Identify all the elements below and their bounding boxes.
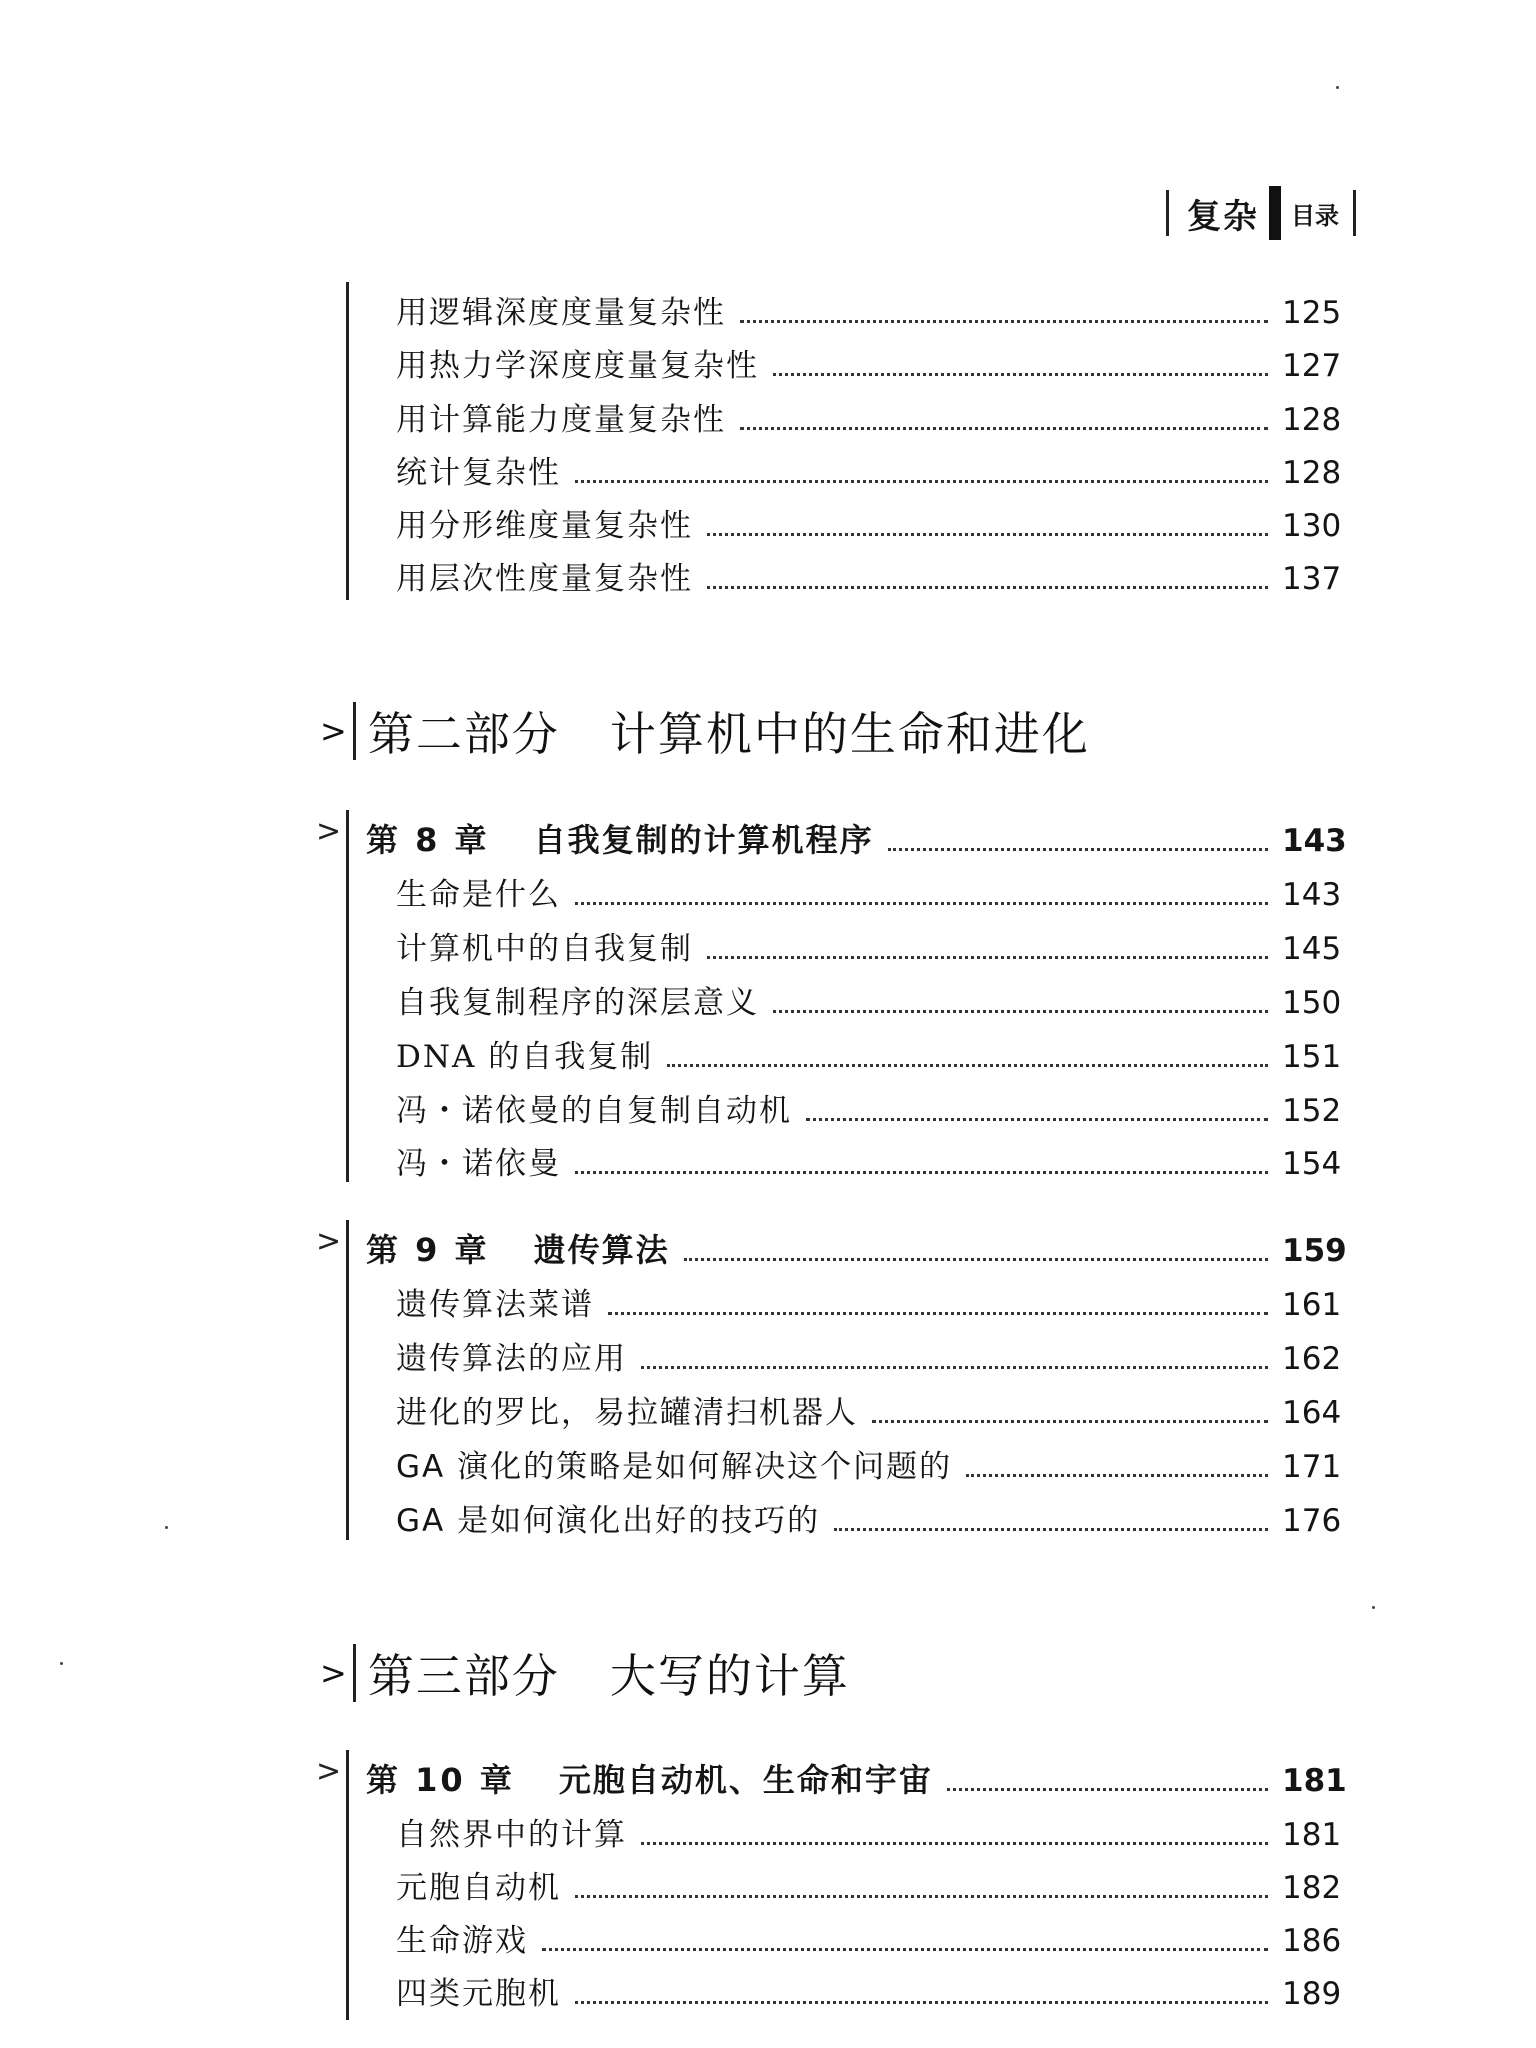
toc-entry[interactable] — [396, 1809, 1342, 1855]
toc-entry-page: 164 — [1282, 1395, 1342, 1431]
dot-leader — [641, 1366, 1268, 1369]
toc-entry-title: 遗传算法菜谱 — [396, 1287, 594, 1323]
book-title: 复杂 — [1187, 196, 1259, 237]
toc-entry-page: 162 — [1282, 1341, 1342, 1377]
toc-entry[interactable] — [396, 1495, 1342, 1541]
chevron-right-icon: > — [320, 712, 347, 750]
dot-leader — [806, 1118, 1268, 1121]
toc-entry-page: 171 — [1282, 1449, 1342, 1485]
chevron-right-icon: > — [316, 1224, 342, 1259]
header-divider-thick — [1269, 186, 1281, 240]
toc-entry-title: GA 是如何演化出好的技巧的 — [396, 1503, 821, 1539]
chapter-number: 第 10 章 — [366, 1761, 515, 1799]
dot-leader — [575, 902, 1268, 905]
toc-entry-title: 生命是什么 — [396, 877, 561, 913]
toc-entry[interactable] — [396, 1085, 1342, 1131]
toc-chapter-9 — [316, 1220, 1347, 1540]
toc-entry-page: 181 — [1282, 1817, 1342, 1853]
chapter-page: 159 — [1282, 1233, 1347, 1269]
dot-leader — [740, 320, 1268, 323]
part-title: 大写的计算 — [609, 1649, 850, 1703]
toc-entry-title: 冯・诺依曼 — [396, 1146, 561, 1182]
toc-entry-page: 152 — [1282, 1093, 1342, 1129]
chapter-number: 第 9 章 — [366, 1231, 490, 1269]
toc-entry[interactable] — [396, 1862, 1342, 1908]
dot-leader — [773, 1010, 1268, 1013]
part-number: 第三部分 — [367, 1649, 560, 1703]
toc-entry-page: 176 — [1282, 1503, 1342, 1539]
toc-entry[interactable] — [396, 1031, 1342, 1077]
toc-entry[interactable] — [396, 447, 1342, 493]
dot-leader — [575, 1171, 1268, 1174]
toc-entry-page: 125 — [1282, 295, 1342, 331]
section-rule — [346, 1220, 349, 1540]
section-label: 目录 — [1291, 201, 1339, 230]
toc-entry-title: 用逻辑深度度量复杂性 — [396, 295, 726, 331]
toc-entry-title: 用热力学深度度量复杂性 — [396, 348, 759, 384]
toc-entry-page: 150 — [1282, 985, 1342, 1021]
dot-leader — [608, 1312, 1268, 1315]
dot-leader — [707, 586, 1268, 589]
scan-speck — [1336, 86, 1339, 89]
chapter-title: 遗传算法 — [533, 1231, 670, 1269]
toc-entry-title: 统计复杂性 — [396, 455, 561, 491]
header-divider — [1166, 190, 1169, 236]
toc-entry-page: 128 — [1282, 402, 1342, 438]
toc-entry-page: 143 — [1282, 877, 1342, 913]
toc-entry[interactable] — [396, 1387, 1342, 1433]
toc-entry-title: 进化的罗比，易拉罐清扫机器人 — [396, 1395, 858, 1431]
dot-leader — [542, 1948, 1268, 1951]
toc-entry-page: 128 — [1282, 455, 1342, 491]
dot-leader — [872, 1420, 1268, 1423]
toc-entry-page: 145 — [1282, 931, 1342, 967]
toc-entry-title: 计算机中的自我复制 — [396, 931, 693, 967]
toc-entry-page: 137 — [1282, 561, 1342, 597]
part-heading[interactable] — [320, 1640, 850, 1706]
toc-entry[interactable] — [396, 869, 1342, 915]
dot-leader — [888, 848, 1268, 851]
section-rule — [346, 810, 349, 1182]
toc-entry-title: 冯・诺依曼的自复制自动机 — [396, 1093, 792, 1129]
toc-entry-title: 用层次性度量复杂性 — [396, 561, 693, 597]
dot-leader — [966, 1474, 1268, 1477]
dot-leader — [684, 1258, 1268, 1261]
chapter-title: 自我复制的计算机程序 — [533, 821, 874, 859]
toc-chapter-8 — [316, 810, 1347, 1182]
toc-entry[interactable] — [396, 340, 1342, 386]
header-divider — [1353, 190, 1356, 236]
chevron-right-icon: > — [320, 1654, 347, 1692]
toc-entry-title: 用计算能力度量复杂性 — [396, 402, 726, 438]
toc-entry-page: 186 — [1282, 1923, 1342, 1959]
toc-entry[interactable] — [396, 977, 1342, 1023]
dot-leader — [575, 2001, 1268, 2004]
toc-entry[interactable] — [396, 553, 1342, 599]
toc-entry-page: 127 — [1282, 348, 1342, 384]
chevron-right-icon: > — [316, 1754, 342, 1789]
toc-entry[interactable] — [396, 500, 1342, 546]
part-title: 计算机中的生命和进化 — [609, 707, 1090, 761]
dot-leader — [740, 427, 1268, 430]
section-rule — [346, 282, 349, 600]
toc-entry[interactable] — [396, 1138, 1342, 1184]
toc-entry[interactable] — [396, 1333, 1342, 1379]
dot-leader — [575, 1895, 1268, 1898]
toc-section-continued — [346, 282, 1342, 600]
toc-entry[interactable] — [396, 1968, 1342, 2014]
scan-speck — [60, 1662, 63, 1665]
part-number: 第二部分 — [367, 707, 560, 761]
toc-entry-page: 182 — [1282, 1870, 1342, 1906]
toc-entry-title: 生命游戏 — [396, 1923, 528, 1959]
dot-leader — [707, 533, 1268, 536]
chapter-page: 143 — [1282, 823, 1347, 859]
chapter-entry[interactable] — [366, 1225, 1347, 1271]
chapter-entry[interactable] — [366, 815, 1347, 861]
toc-entry-page: 130 — [1282, 508, 1342, 544]
scan-speck — [165, 1526, 168, 1529]
toc-entry-title: 自我复制程序的深层意义 — [396, 985, 759, 1021]
dot-leader — [667, 1064, 1268, 1067]
chevron-right-icon: > — [316, 814, 342, 849]
toc-entry-title: GA 演化的策略是如何解决这个问题的 — [396, 1449, 953, 1485]
dot-leader — [707, 956, 1268, 959]
toc-entry-title: DNA 的自我复制 — [396, 1039, 654, 1075]
chapter-title: 元胞自动机、生命和宇宙 — [558, 1761, 933, 1799]
toc-chapter-10 — [316, 1750, 1347, 2020]
toc-entry-page: 189 — [1282, 1976, 1342, 2012]
toc-entry[interactable] — [396, 923, 1342, 969]
chapter-number: 第 8 章 — [366, 821, 490, 859]
toc-entry[interactable] — [396, 1441, 1342, 1487]
scan-speck — [1372, 1606, 1375, 1609]
toc-entry-title: 遗传算法的应用 — [396, 1341, 627, 1377]
toc-entry-title: 用分形维度量复杂性 — [396, 508, 693, 544]
part-heading[interactable] — [320, 698, 1090, 764]
dot-leader — [575, 480, 1268, 483]
toc-entry[interactable] — [396, 287, 1342, 333]
section-rule — [346, 1750, 349, 2020]
toc-entry-page: 154 — [1282, 1146, 1342, 1182]
part-rule — [353, 702, 356, 760]
toc-entry[interactable] — [396, 1279, 1342, 1325]
dot-leader — [773, 373, 1268, 376]
toc-entry[interactable] — [396, 1915, 1342, 1961]
toc-entry-page: 161 — [1282, 1287, 1342, 1323]
toc-entry-title: 元胞自动机 — [396, 1870, 561, 1906]
toc-entry-page: 151 — [1282, 1039, 1342, 1075]
chapter-entry[interactable] — [366, 1755, 1347, 1801]
toc-entry-title: 四类元胞机 — [396, 1976, 561, 2012]
dot-leader — [834, 1528, 1268, 1531]
toc-entry-title: 自然界中的计算 — [396, 1817, 627, 1853]
running-header — [1166, 188, 1356, 238]
dot-leader — [947, 1788, 1268, 1791]
part-rule — [353, 1644, 356, 1702]
dot-leader — [641, 1842, 1268, 1845]
chapter-page: 181 — [1282, 1763, 1347, 1799]
toc-entry[interactable] — [396, 394, 1342, 440]
